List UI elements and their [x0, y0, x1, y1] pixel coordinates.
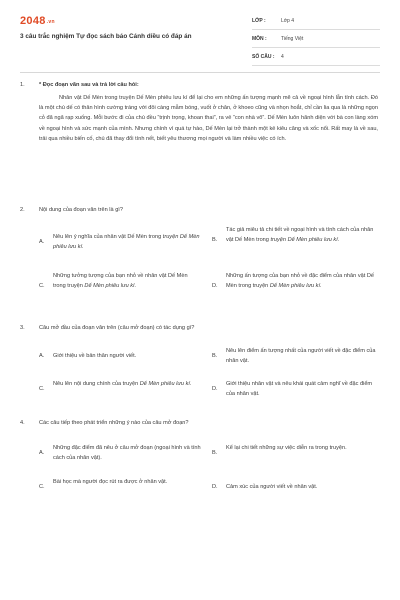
option-text: Giới thiệu nhân vật và nêu khái quát cảm nghĩ về đặc điểm của nhân vật.: [226, 381, 373, 398]
option-letter: A.: [39, 450, 45, 456]
option-letter: B.: [212, 353, 218, 359]
meta-value: Lớp 4: [281, 17, 295, 24]
logo-domain: .vn: [46, 19, 55, 25]
question-heading: * Đọc đoạn văn sau và trả lời câu hỏi:: [39, 82, 139, 88]
option-letter: D.: [212, 386, 218, 392]
question-text: Câu mở đầu của đoạn văn trên (câu mở đoạn) có tác dụng gì?: [39, 325, 195, 331]
option-letter: C.: [39, 283, 45, 289]
passage-text: Nhân vật Dế Mèn trong truyện Dế Mèn phiêu lưu kí để lại cho em những ấn tượng mạnh mẽ cả về ngoại hình lẫn tính cách. Đó là một chú dế có thân hình cường tráng với đôi càng mẫm bóng, vuốt ở chân, ở khoeo cũng và nhọn hoắt, chỉ cần lia qua là những ngọn cỏ đã ngã rạp xuống. Mỗi bước đi của chú đều “trịnh trọng, khoan thai”, ra vẻ “con nhà võ”. Dế Mèn luôn hãnh diện với bà con làng xóm về ngoại hình và sức mạnh của mình. Nhưng chính vì quá tự hào, Dế Mèn lại trở thành một kẻ kiêu căng và xốc nổi. Rất may là về sau, trải qua nhiều biến cố, chú đã thay đổi tính nết, biết yêu thương mọi người và làm nhiều việc có ích.: [39, 95, 378, 142]
option-text: Kể lại chi tiết những sự việc diễn ra trong truyện.: [226, 445, 347, 451]
question-text: Nội dung của đoạn văn trên là gì?: [39, 207, 123, 213]
option-letter: C.: [39, 386, 45, 392]
meta-row-class: [252, 12, 380, 30]
option-letter: D.: [212, 283, 218, 289]
option-text: Những ấn tượng của bạn nhỏ về đặc điểm của nhân vật Dế Mèn trong truyện Dế Mèn phiêu lưu kí.: [226, 273, 374, 290]
question-4: [20, 418, 382, 430]
option-text: Cảm xúc của người viết về nhân vật.: [226, 484, 318, 490]
option-letter: C.: [39, 484, 45, 490]
question-number: 1.: [20, 82, 25, 88]
question-number: 3.: [20, 325, 25, 331]
question-2: [20, 205, 382, 217]
meta-table: [252, 12, 380, 66]
option-text: Tác giả miêu tả chi tiết về ngoại hình và tính cách của nhân vật Dế Mèn trong truyện Dế Mèn phiêu lưu kí.: [226, 227, 374, 244]
option-letter: A.: [39, 239, 45, 245]
option-letter: B.: [212, 450, 218, 456]
option-text: Những tưởng tượng của bạn nhỏ về nhân vật Dế Mèn trong truyện Dế Mèn phiêu lưu kí.: [53, 273, 188, 290]
option-letter: B.: [212, 237, 218, 243]
question-number: 2.: [20, 207, 25, 213]
meta-key: MÔN :: [252, 35, 267, 42]
meta-value: Tiếng Việt: [281, 35, 304, 42]
question-number: 4.: [20, 420, 25, 426]
meta-value: 4: [281, 53, 284, 60]
option-text: Nêu lên nội dung chính của truyện Dế Mèn phiêu lưu kí.: [53, 381, 192, 387]
meta-row-count: [252, 48, 380, 66]
option-text: Nêu lên điểm ấn tượng nhất của người viết về đặc điểm của nhân vật.: [226, 348, 376, 365]
option-text: Bài học mà người đọc rút ra được ở nhân vật.: [53, 479, 168, 485]
meta-key: SỐ CÂU :: [252, 53, 275, 60]
document-title: 3 câu trắc nghiệm Tự đọc sách báo Cánh diều có đáp án: [20, 33, 192, 40]
question-text: Các câu tiếp theo phát triển những ý nào của câu mở đoạn?: [39, 420, 189, 426]
question-3: [20, 323, 382, 335]
header-divider: [20, 72, 380, 73]
site-logo[interactable]: [20, 15, 55, 27]
option-letter: D.: [212, 484, 218, 490]
question-1: [20, 80, 382, 220]
option-text: Giới thiệu về bản thân người viết.: [53, 353, 137, 359]
meta-key: LỚP :: [252, 17, 266, 24]
option-letter: A.: [39, 353, 45, 359]
option-text: Nêu lên ý nghĩa của nhân vật Dế Mèn trong truyện Dế Mèn phiêu lưu kí.: [53, 234, 200, 251]
option-text: Những đặc điểm đã nêu ở câu mở đoạn (ngoại hình và tính cách của nhân vật).: [53, 445, 201, 462]
reading-passage: [39, 93, 378, 144]
meta-row-subject: [252, 30, 380, 48]
logo-number: 2048: [20, 15, 46, 27]
